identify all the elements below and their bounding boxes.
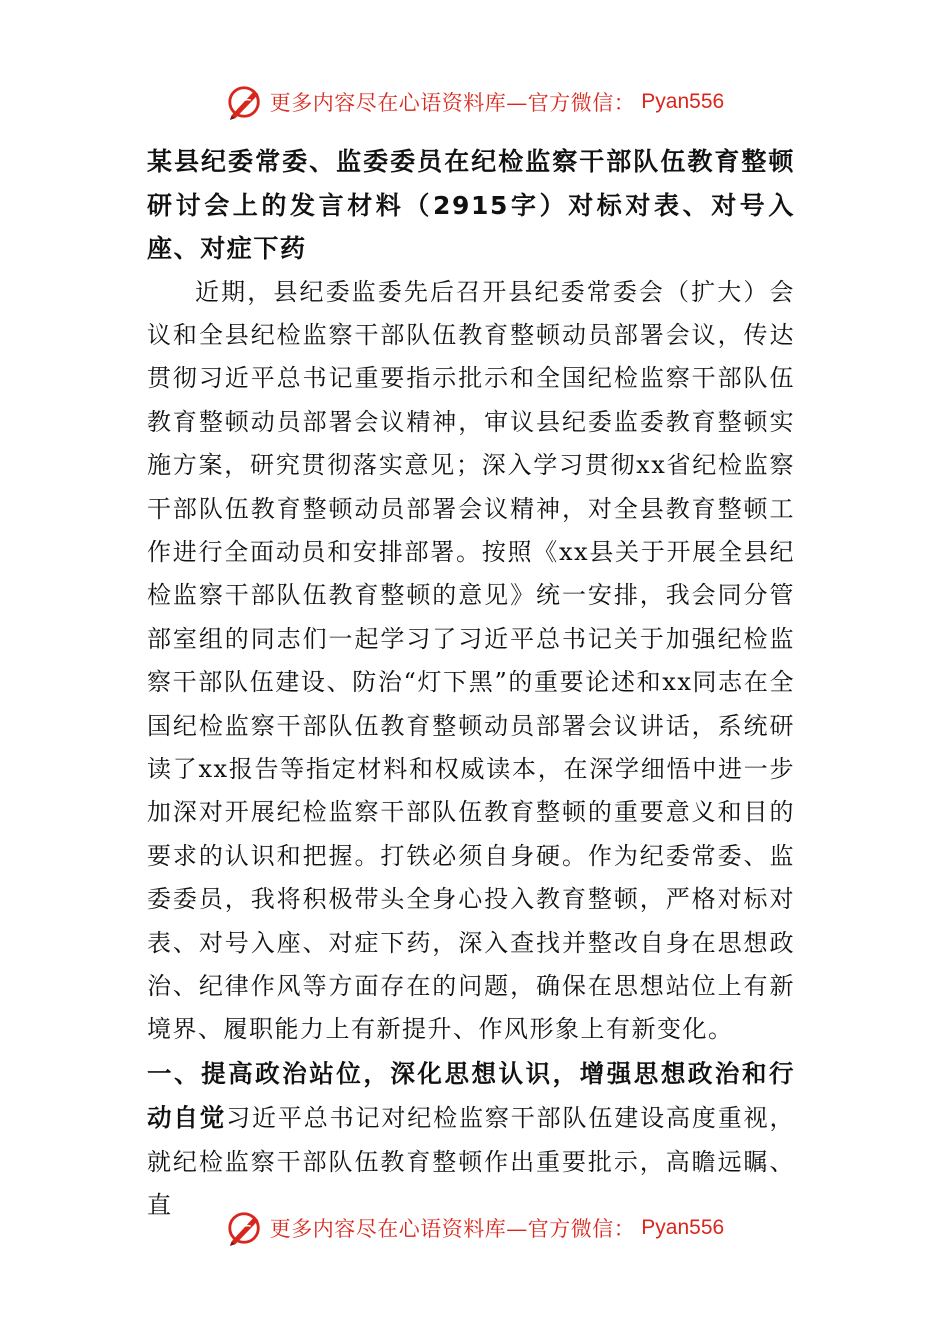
wechat-handle: Pyan556 xyxy=(641,1216,725,1239)
pen-logo-icon xyxy=(226,83,264,121)
header-banner xyxy=(0,82,950,122)
document-body xyxy=(147,140,795,1227)
banner-slogan: 更多内容尽在心语资料库—官方微信： xyxy=(269,1217,636,1241)
section-1 xyxy=(147,1052,795,1228)
document-title: 某县纪委常委、监委委员在纪检监察干部队伍教育整顿研讨会上的发言材料（2915字）对标对表、对号入座、对症下药 xyxy=(147,147,795,263)
wechat-handle: Pyan556 xyxy=(641,90,725,113)
intro-paragraph: 近期，县纪委监委先后召开县纪委常委会（扩大）会议和全县纪检监察干部队伍教育整顿动员部署会议，传达贯彻习近平总书记重要指示批示和全国纪检监察干部队伍教育整顿动员部署会议精神，审议县纪委监委教育整顿实施方案，研究贯彻落实意见；深入学习贯彻xx省纪检监察干部队伍教育整顿动员部署会议精神，对全县教育整顿工作进行全面动员和安排部署。按照《xx县关于开展全县纪检监察干部队伍教育整顿的意见》统一安排，我会同分管部室组的同志们一起学习了习近平总书记关于加强纪检监察干部队伍建设、防治“灯下黑”的重要论述和xx同志在全国纪检监察干部队伍教育整顿动员部署会议讲话，系统研读了xx报告等指定材料和权威读本，在深学细悟中进一步加深对开展纪检监察干部队伍教育整顿的重要意义和目的要求的认识和把握。打铁必须自身硬。作为纪委常委、监委委员，我将积极带头全身心投入教育整顿，严格对标对表、对号入座、对症下药，深入查找并整改自身在思想政治、纪律作风等方面存在的问题，确保在思想站位上有新境界、履职能力上有新提升、作风形象上有新变化。 xyxy=(147,277,795,1044)
banner-slogan: 更多内容尽在心语资料库—官方微信： xyxy=(269,91,636,115)
section-1-text: 习近平总书记对纪检监察干部队伍建设高度重视，就纪检监察干部队伍教育整顿作出重要批示，高瞻远瞩、直 xyxy=(147,1104,795,1220)
footer-banner xyxy=(0,1208,950,1248)
pen-logo-icon xyxy=(226,1209,264,1247)
section-1-heading: 一、提高政治站位，深化思想认识，增强思想政治和行动自觉 xyxy=(147,1058,795,1133)
